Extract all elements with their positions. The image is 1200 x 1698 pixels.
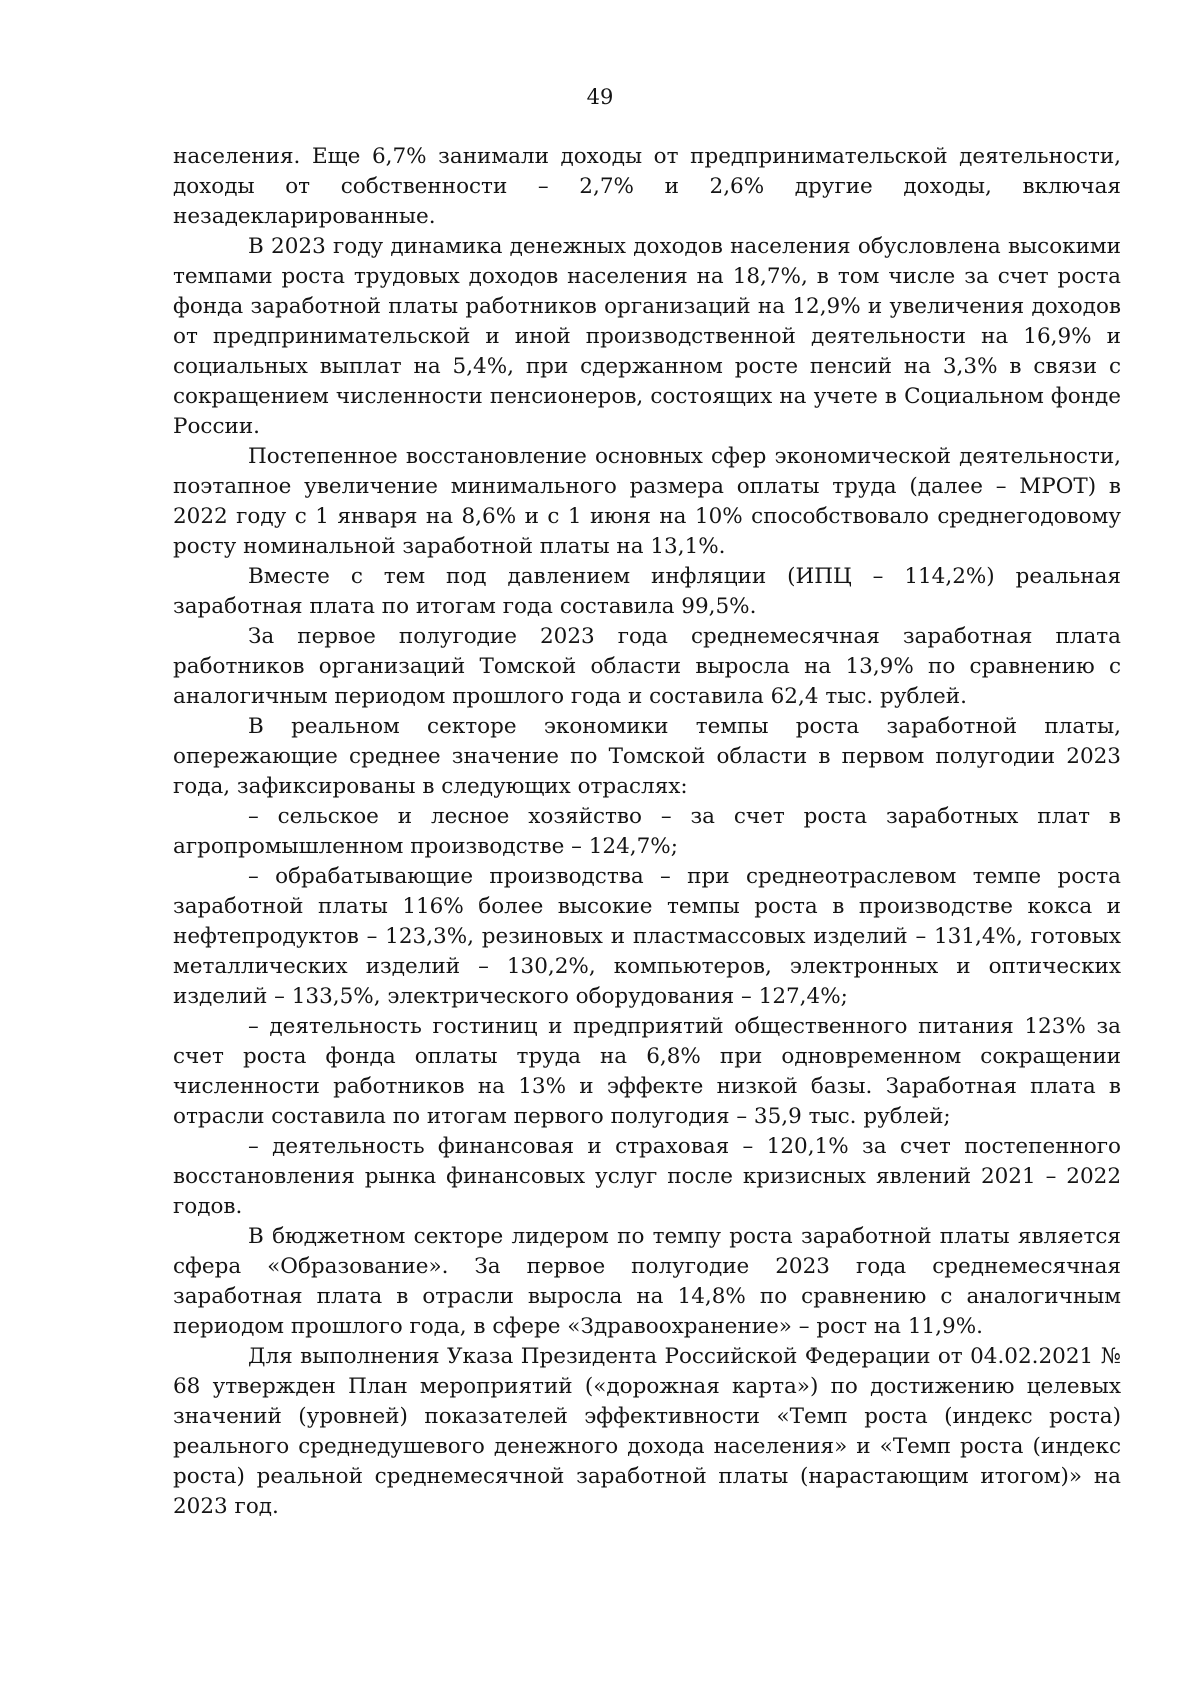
paragraph-3: Постепенное восстановление основных сфер экономической деятельности, поэтапное увеличение минимального размера оплаты труда (далее – МРОТ) в 2022 году с 1 января на 8,6% и с 1 июня на 10% способствовало среднегодовому росту номинальной заработной платы на 13,1%. <box>173 444 1121 559</box>
list-item-manufacturing: – обрабатывающие производства – при среднеотраслевом темпе роста заработной платы 116% более высокие темпы роста в производстве кокса и нефтепродуктов – 123,3%, резиновых и пластмассовых изделий – 131,4%, готовых металлических изделий – 130,2%, компьютеров, электронных и оптических изделий – 133,5%, электрического оборудования – 127,4%; <box>173 864 1121 1009</box>
paragraph-budget-sector: В бюджетном секторе лидером по темпу роста заработной платы является сфера «Образование». За первое полугодие 2023 года среднемесячная заработная плата в отрасли выросла на 14,8% по сравнению с аналогичным периодом прошлого года, в сфере «Здравоохранение» – рост на 11,9%. <box>173 1224 1121 1339</box>
paragraph-5: За первое полугодие 2023 года среднемесячная заработная плата работников организаций Томской области выросла на 13,9% по сравнению с аналогичным периодом прошлого года и составила 62,4 тыс. рублей. <box>173 624 1121 709</box>
paragraph-decree: Для выполнения Указа Президента Российской Федерации от 04.02.2021 № 68 утвержден План мероприятий («дорожная карта») по достижению целевых значений (уровней) показателей эффективности «Темп роста (индекс роста) реального среднедушевого денежного дохода населения» и «Темп роста (индекс роста) реальной среднемесячной заработной платы (нарастающим итогом)» на 2023 год. <box>173 1344 1121 1519</box>
paragraph-1: населения. Еще 6,7% занимали доходы от предпринимательской деятельности, доходы от собственности – 2,7% и 2,6% другие доходы, включая незадекларированные. <box>173 144 1121 229</box>
document-body <box>173 142 1121 1522</box>
paragraph-2: В 2023 году динамика денежных доходов населения обусловлена высокими темпами роста трудовых доходов населения на 18,7%, в том числе за счет роста фонда заработной платы работников организаций на 12,9% и увеличения доходов от предпринимательской и иной производственной деятельности на 16,9% и социальных выплат на 5,4%, при сдержанном росте пенсий на 3,3% в связи с сокращением численности пенсионеров, состоящих на учете в Социальном фонде России. <box>173 234 1121 439</box>
page-number: 49 <box>586 85 614 109</box>
list-item-hospitality: – деятельность гостиниц и предприятий общественного питания 123% за счет роста фонда оплаты труда на 6,8% при одновременном сокращении численности работников на 13% и эффекте низкой базы. Заработная плата в отрасли составила по итогам первого полугодия – 35,9 тыс. рублей; <box>173 1014 1121 1129</box>
paragraph-6: В реальном секторе экономики темпы роста заработной платы, опережающие среднее значение по Томской области в первом полугодии 2023 года, зафиксированы в следующих отраслях: <box>173 714 1121 799</box>
paragraph-4: Вместе с тем под давлением инфляции (ИПЦ – 114,2%) реальная заработная плата по итогам года составила 99,5%. <box>173 564 1121 619</box>
list-item-agriculture: – сельское и лесное хозяйство – за счет роста заработных плат в агропромышленном производстве – 124,7%; <box>173 804 1121 859</box>
list-item-finance: – деятельность финансовая и страховая – 120,1% за счет постепенного восстановления рынка финансовых услуг после кризисных явлений 2021 – 2022 годов. <box>173 1134 1121 1219</box>
